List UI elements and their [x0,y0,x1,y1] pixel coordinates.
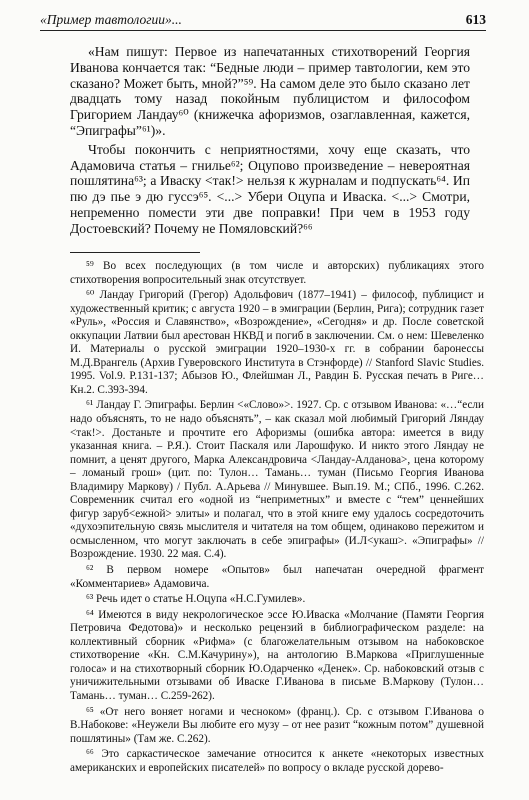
running-title: «Пример тавтологии»... [40,12,182,27]
footnote-59: ⁵⁹ Во всех последующих (в том числе и авторских) публикациях этого стихотворения вопросительный знак отсутствует. [70,260,484,286]
footnote-65: ⁶⁵ «От него воняет ногами и чесноком» (франц.). Ср. с отзывом Г.Иванова о В.Набокове: «Неужели Вы любите его музу – от нее разит “кожным потом” душевной пошлятины» (Там же. С.262). [70,705,484,745]
page-number: 613 [465,12,486,27]
body-paragraph: Чтобы покончить с неприятностями, хочу еще сказать, что Адамовича статья – гнилье⁶²; Оцупово произведение – невероятная пошлятина⁶³; а Иваску <так!> нельзя к журналам и подпускать⁶⁴. Ип пю дэ пье э дю гуссэ⁶⁵. <...> Убери Оцупа и Иваска. <...> Смотри, непременно помести эти две поправки! При чем в 1953 году Достоевский? Почему не Помяловский?⁶⁶ [70,141,470,236]
footnote-62: ⁶² В первом номере «Опытов» был напечатан очередной фрагмент «Комментариев» Адамовича. [70,564,484,590]
header-rule [40,30,486,31]
footnote-63: ⁶³ Речь идет о статье Н.Оцупа «Н.С.Гумилев». [86,593,306,606]
footnote-61: ⁶¹ Ландау Г. Эпиграфы. Берлин <«Слово»>. 1927. Ср. с отзывом Иванова: «…“если надо объяснять, то не надо объяснять”, – как сказал мой любимый Григорий Ляндау <так!>. Достаньте и прочтите его Афоризмы (ошибка автора: имеется в виду указанная книга. – Р.Я.). Стоит Паскаля или Ларошфуко. И никто этого Ляндау не помнит, а ценят другого, Марка Александровича <Ландау-Алданова>, цена которому – ломаный грош» (цит. по: Тулон… Тамань… туман (Письмо Георгия Иванова Владимиру Маркову) / Публ. А.Арьева // Минувшее. Вып.19. М.; СПб., 1996. С.262. Современник считал его «одной из “неприметных” и вместе с “тем” ценнейших фигур заруб<ежной> элиты» и полагал, что в этой книге ему удалось сосредоточить «духоэпительную связь мыслителя и читателя на том общем, одинаково пережитом и осмысленном, что могут заключать в себе эпиграфы» (И.Л<укаш>. «Эпиграфы» // Возрождение. 1930. 22 мая. С.4). [70,399,484,561]
footnotes [70,260,484,775]
footnote-64: ⁶⁴ Имеются в виду некрологическое эссе Ю.Иваска «Молчание (Памяти Георгия Петровича Федотова)» и несколько рецензий в библиографическом разделе: на коллективный сборник «Рифма» (с благожелательным отзывом на набоковское стихотворение «Кн. С.М.Качурину»), на антологию В.Маркова «Приглушенные голоса» и на стихотворный сборник Ю.Одарченко «Денек». Ср. набоковский отзыв с уничижительными отзывами об Иваске Г.Иванова в письме В.Маркову (Тулон… Тамань… туман… С.259-262). [70,608,484,702]
main-text [70,44,470,237]
body-paragraph: «Нам пишут: Первое из напечатанных стихотворений Георгия Иванова кончается так: “Бедные люди – пример тавтологии, кем это сказано? Может быть, мной?”⁵⁹. На самом деле это было сказано лет двадцать тому назад покойным публицистом и философом Григорием Ландау⁶⁰ (книжечка афоризмов, озаглавленная, кажется, “Эпиграфы”⁶¹)». [70,44,470,138]
footnote-66: ⁶⁶ Это саркастическое замечание относится к анкете «некоторых известных американских и европейских писателей» по вопросу о вкладе русской дорево- [70,748,484,774]
footnote-separator [70,252,200,253]
footnote-60: ⁶⁰ Ландау Григорий (Грегор) Адольфович (1877–1941) – философ, публицист и художественный критик; с августа 1920 – в эмиграции (Берлин, Рига); сотрудник газет «Руль», «Россия и Славянство», «Возрождение», «Сегодня» и др. После советской оккупации Латвии был арестован НКВД и погиб в заключении. См. о нем: Шевеленко И. Материалы о русской эмиграции 1920–1930-х гг. в собрании баронессы М.Д.Врангель (Архив Гуверовского Института в Стэнфорде) // Stanford Slavic Studies. 1995. Vol.9. Р.131-137; Абызов Ю., Флейшман Л., Равдин Б. Русская печать в Риге… Кн.2. С.393-394. [70,289,484,396]
